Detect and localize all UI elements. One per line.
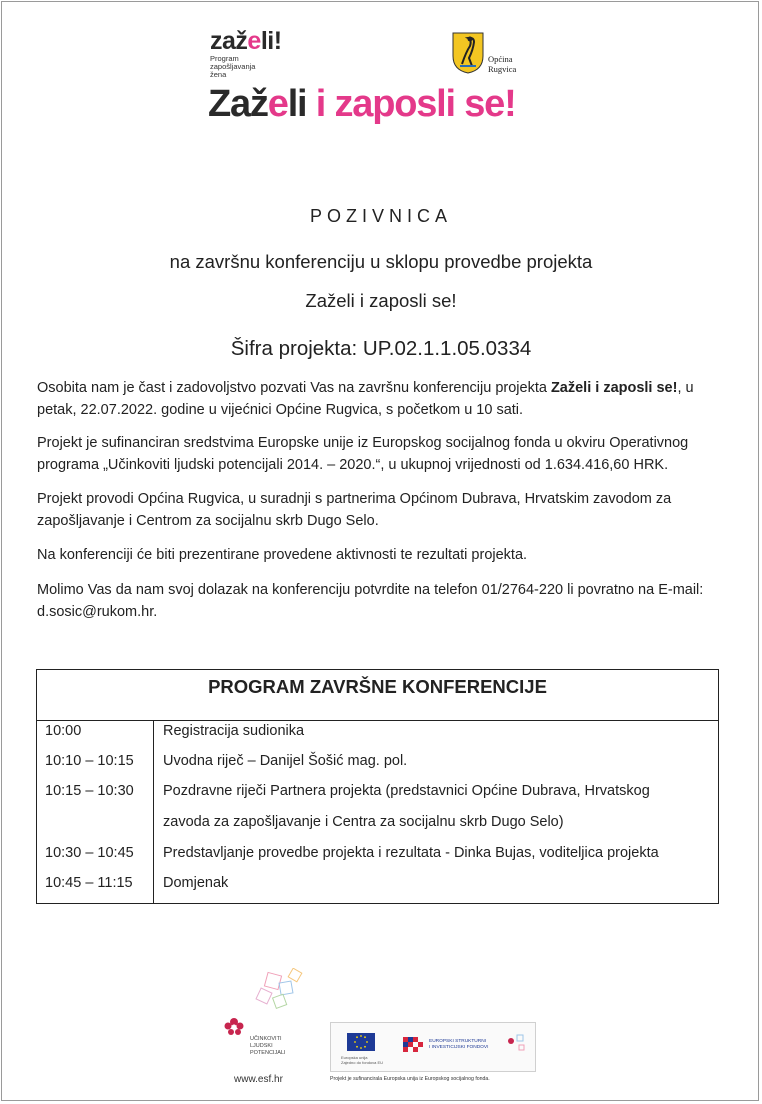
program-time: 10:15 – 10:30 [45, 783, 134, 799]
esf-url: www.esf.hr [234, 1074, 283, 1085]
invitation-subtitle: na završnu konferenciju u sklopu provedbe projekta [169, 251, 593, 272]
eu-flag-icon [347, 1033, 375, 1051]
program-title: PROGRAM ZAVRŠNE KONFERENCIJE [37, 670, 718, 721]
esf-flower-icon [218, 968, 308, 1038]
program-activity: Domjenak [163, 875, 229, 891]
program-body [37, 721, 718, 904]
paragraph-presentation: Na konferenciji će biti prezentirane provedene aktivnosti te rezultati projekta. [37, 547, 528, 563]
footer-logos [218, 968, 536, 1090]
croatian-checkerboard-icon [401, 1035, 423, 1057]
eu-caption-small: Europska unija Zajedno do fondova EU [341, 1055, 384, 1065]
zazeli-logo [210, 28, 282, 79]
paragraph-partners: Projekt provodi Općina Rugvica, u suradnji s partnerima Općinom Dubrava, Hrvatskim zavodom za zapošljavanje i Centrom za socijalnu skrb Dugo Selo. [37, 491, 672, 529]
zazeli-logo-subtitle: Program zapošljavanja žena [210, 54, 256, 79]
program-time: 10:30 – 10:45 [45, 845, 134, 861]
paragraph-funding: Projekt je sufinanciran sredstvima Europske unije iz Europskog socijalnog fonda u okviru Operativnog programa „Učinkoviti ljudski potencijali 2014. – 2020.“, u ukupnoj vrijednosti od 1.634.416,60 HRK. [37, 435, 689, 473]
program-time: 10:45 – 11:15 [45, 875, 133, 891]
esf-tagline: UČINKOVITI LJUDSKI POTENCIJALI [250, 1036, 286, 1056]
eu-funding-logos [330, 1022, 536, 1072]
paragraph-rsvp: Molimo Vas da nam svoj dolazak na konferenciju potvrdite na telefon 01/2764-220 li povratno na E-mail: d.sosic@rukom.hr. [37, 582, 704, 620]
zazeli-logo-word: zaželi! [210, 27, 282, 55]
program-activity: Pozdravne riječi Partnera projekta (predstavnici Općine Dubrava, Hrvatskog [163, 783, 650, 799]
eu-funding-caption: Projekt je sufinancirala Europska unija iz Europskog socijalnog fonda. [330, 1076, 490, 1082]
program-activity: zavoda za zapošljavanje i Centra za socijalnu skrb Dugo Selo) [163, 814, 564, 830]
program-activity: Uvodna riječ – Danijel Šošić mag. pol. [163, 753, 408, 769]
paragraph-invitation: Osobita nam je čast i zadovoljstvo pozvati Vas na završnu konferenciju projekta Zaželi i zaposli se!, u petak, 22.07.2022. godine u vijećnici Općine Rugvica, s početkom u 10 sati. [37, 380, 694, 418]
ljudski-potencijali-small-icon [503, 1031, 529, 1061]
municipality-logo [452, 32, 516, 74]
program-time: 10:10 – 10:15 [45, 753, 134, 769]
program-activity: Registracija sudionika [163, 723, 305, 739]
municipality-coat-of-arms-icon [452, 32, 484, 74]
program-column-divider [153, 721, 154, 904]
program-time: 10:00 [45, 723, 82, 739]
municipality-name: Općina Rugvica [488, 54, 517, 74]
program-activity: Predstavljanje provedbe projekta i rezultata - Dinka Bujas, voditeljica projekta [163, 845, 659, 861]
program-table [36, 669, 719, 904]
slogan-logo: Zaželi i zaposli se! [208, 83, 516, 125]
project-code: Šifra projekta: UP.02.1.1.05.0334 [230, 337, 532, 360]
project-name: Zaželi i zaposli se! [305, 290, 457, 311]
invitation-heading: POZIVNICA [309, 206, 452, 226]
esif-text: EUROPSKI STRUKTURNI I INVESTICIJSKI FONDOVI [429, 1039, 489, 1050]
